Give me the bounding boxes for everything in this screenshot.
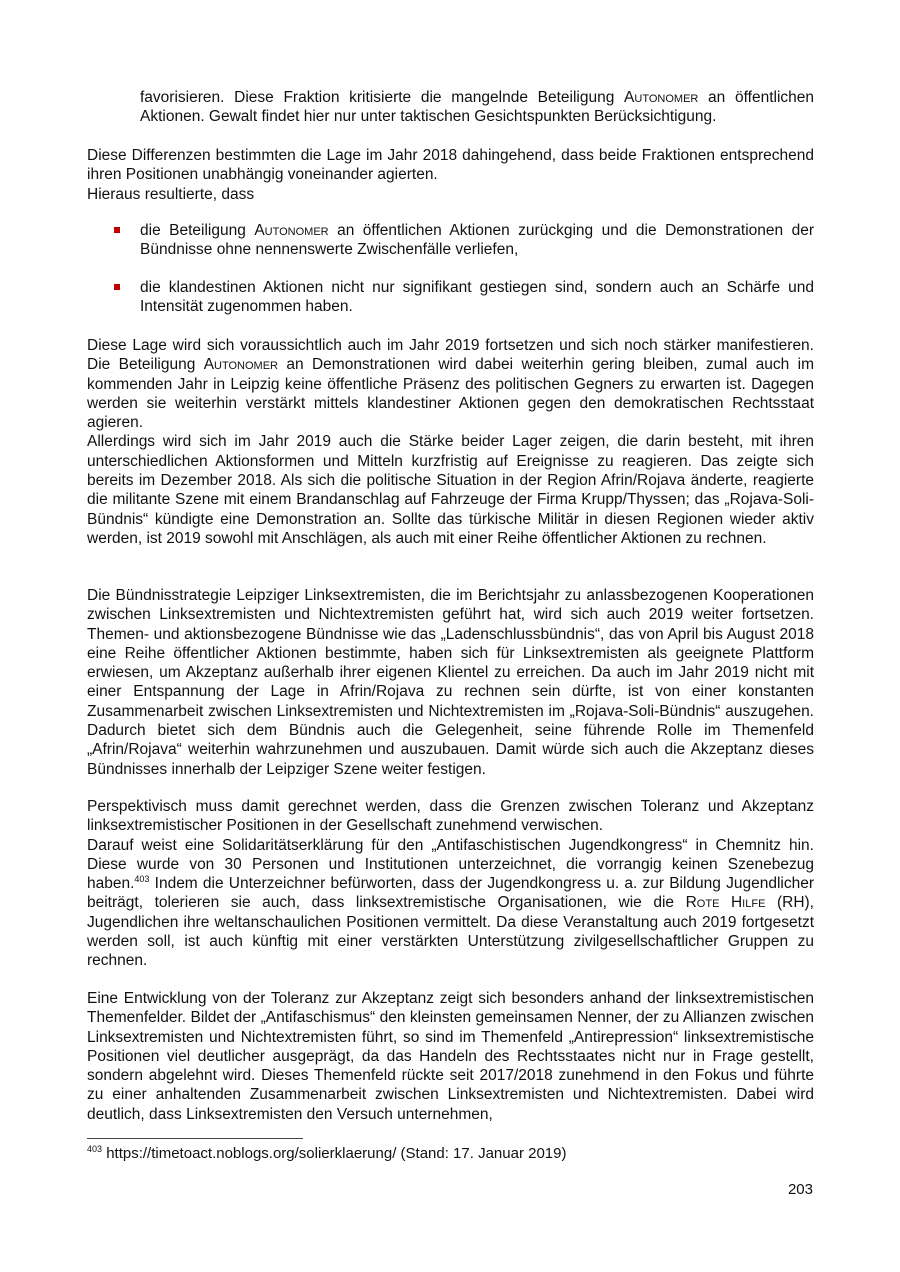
- small-caps-term: Autonomer: [254, 222, 329, 239]
- paragraph-differences: [87, 146, 814, 204]
- text-run: Darauf weist eine Solidaritätserklärung für den „Antifaschistischen Jugendkongress“ in Chemnitz hin. Diese wurde von 30 Personen und Institutionen unterzeichnet, die vorrangig keinen Szenebezug haben.: [87, 836, 814, 893]
- text-run: Perspektivisch muss damit gerechnet werden, dass die Grenzen zwischen Toleranz und Akzeptanz linksextremistischer Positionen in der Gesellschaft zunehmend verwischen.: [87, 798, 814, 835]
- footnote: [87, 1145, 566, 1163]
- text-run: Indem die Unterzeichner befürworten, dass der Jugendkongress u. a. zur Bildung Jugendlicher beiträgt, tolerieren sie auch, dass linksextremistische Organisationen, wie die: [87, 875, 814, 912]
- text-run: die klandestinen Aktionen nicht nur signifikant gestiegen sind, sondern auch an Schärfe und Intensität zugenommen haben.: [140, 279, 814, 316]
- text-run: Allerdings wird sich im Jahr 2019 auch die Stärke beider Lager zeigen, die darin besteht, mit ihren unterschiedlichen Aktionsformen und Mitteln kurzfristig auf Ereignisse zu reagieren. Das zeigte sich bereits im Dezember 2018. Als sich die politische Situation in der Region Afrin/Rojava änderte, reagierte die militante Szene mit einem Brandanschlag auf Fahrzeuge der Firma Krupp/Thyssen; das „Rojava-Soli-Bündnis“ kündigte eine Demonstration an. Sollte das türkische Militär in diesen Regionen wieder aktiv werden, ist 2019 sowohl mit Anschlägen, als auch mit einer Reihe öffentlicher Aktionen zu rechnen.: [87, 433, 814, 547]
- square-bullet-icon: [114, 227, 120, 233]
- footnote-divider: [87, 1138, 303, 1139]
- small-caps-term: Autonomer: [624, 89, 699, 106]
- text-run: Hieraus resultierte, dass: [87, 185, 255, 203]
- paragraph-tolerance: Eine Entwicklung von der Toleranz zur Akzeptanz zeigt sich besonders anhand der linksextremistischen Themenfelder. Bildet der „Antifaschismus“ den kleinsten gemeinsamen Nenner, der zu Allianzen zwischen Linksextremisten und Nichtextremisten führt, so sind im Themenfeld „Antirepression“ linksextremistische Positionen viel deutlicher ausgeprägt, da das Handeln des Rechtsstaates nicht nur in Frage gestellt, sondern abgelehnt wird. Dieses Themenfeld rückte seit 2017/2018 zunehmend in den Fokus und führte zu einer anhaltenden Zusammenarbeit zwischen Linksextremisten und Nichtextremisten. Dabei wird deutlich, dass Linksextremisten den Versuch unternehmen,: [87, 990, 814, 1123]
- text-run: Diese Differenzen bestimmten die Lage im Jahr 2018 dahingehend, dass beide Fraktionen entsprechend ihren Positionen unabhängig voneinander agierten.: [87, 147, 814, 184]
- text-run: an öffentlichen Aktionen zurückging und die Demonstrationen der Bündnisse ohne nennenswerte Zwischenfälle verliefen,: [140, 222, 814, 259]
- text-run: favorisieren. Diese Fraktion kritisierte die mangelnde Beteiligung: [140, 89, 625, 106]
- text-run: an Demonstrationen wird dabei weiterhin gering bleiben, zumal auch im kommenden Jahr in Leipzig keine öffentliche Präsenz des politischen Gegners zu erwarten ist. Dagegen werden sie weiterhin verstärkt mittels klandestiner Aktionen gegen den demokratischen Rechtsstaat agieren.: [87, 356, 814, 432]
- text-run: die Beteiligung: [140, 222, 255, 239]
- text-run: (RH), Jugendlichen ihre weltanschaulichen Positionen vermittelt. Da diese Veranstaltung auch 2019 fortgesetzt werden soll, ist auch künftig mit einer verstärkten Unterstützung zivilgesellschaftlicher Gruppen zu rechnen.: [87, 894, 814, 970]
- small-caps-term: Rote Hilfe: [685, 894, 766, 912]
- footnote-reference: 403: [134, 874, 150, 885]
- square-bullet-icon: [114, 284, 120, 290]
- list-item: [140, 278, 814, 317]
- text-run: an öffentlichen Aktionen. Gewalt findet hier nur unter taktischen Gesichtspunkten Berücksichtigung.: [140, 89, 814, 126]
- text-run: Diese Lage wird sich voraussichtlich auch im Jahr 2019 fortsetzen und sich noch stärker manifestieren. Die Beteiligung: [87, 337, 814, 374]
- paragraph-perspective: [87, 797, 814, 971]
- paragraph-outlook: [87, 336, 814, 548]
- page-number: 203: [787, 1181, 813, 1198]
- paragraph-continuation: [140, 88, 814, 127]
- list-item: [140, 221, 814, 260]
- footnote-number: 403: [87, 1144, 103, 1154]
- small-caps-term: Autonomer: [203, 356, 278, 374]
- footnote-text: https://timetoact.noblogs.org/solierklaerung/ (Stand: 17. Januar 2019): [102, 1145, 567, 1162]
- paragraph-alliance-strategy: Die Bündnisstrategie Leipziger Linksextremisten, die im Berichtsjahr zu anlassbezogenen Kooperationen zwischen Linksextremisten und Nichtextremisten geführt hat, wird sich auch 2019 weiter fortsetzen. Themen- und aktionsbezogene Bündnisse wie das „Ladenschlussbündnis“, das von April bis August 2018 eine Reihe öffentlicher Aktionen bestimmte, haben sich für Linksextremisten als geeignete Plattform erwiesen, um Akzeptanz außerhalb ihrer eigenen Klientel zu erreichen. Da auch im Jahr 2019 nicht mit einer Entspannung der Lage in Afrin/Rojava zu rechnen sein dürfte, ist von einer konstanten Zusammenarbeit zwischen Linksextremisten und Nichtextremisten im „Rojava-Soli-Bündnis“ auszugehen. Dadurch bietet sich dem Bündnis auch die Gelegenheit, seine führende Rolle im Themenfeld „Afrin/Rojava“ weiterhin wahrzunehmen und auszubauen. Damit würde sich auch die Akzeptanz dieses Bündnisses innerhalb der Leipziger Szene weiter festigen.: [87, 587, 814, 778]
